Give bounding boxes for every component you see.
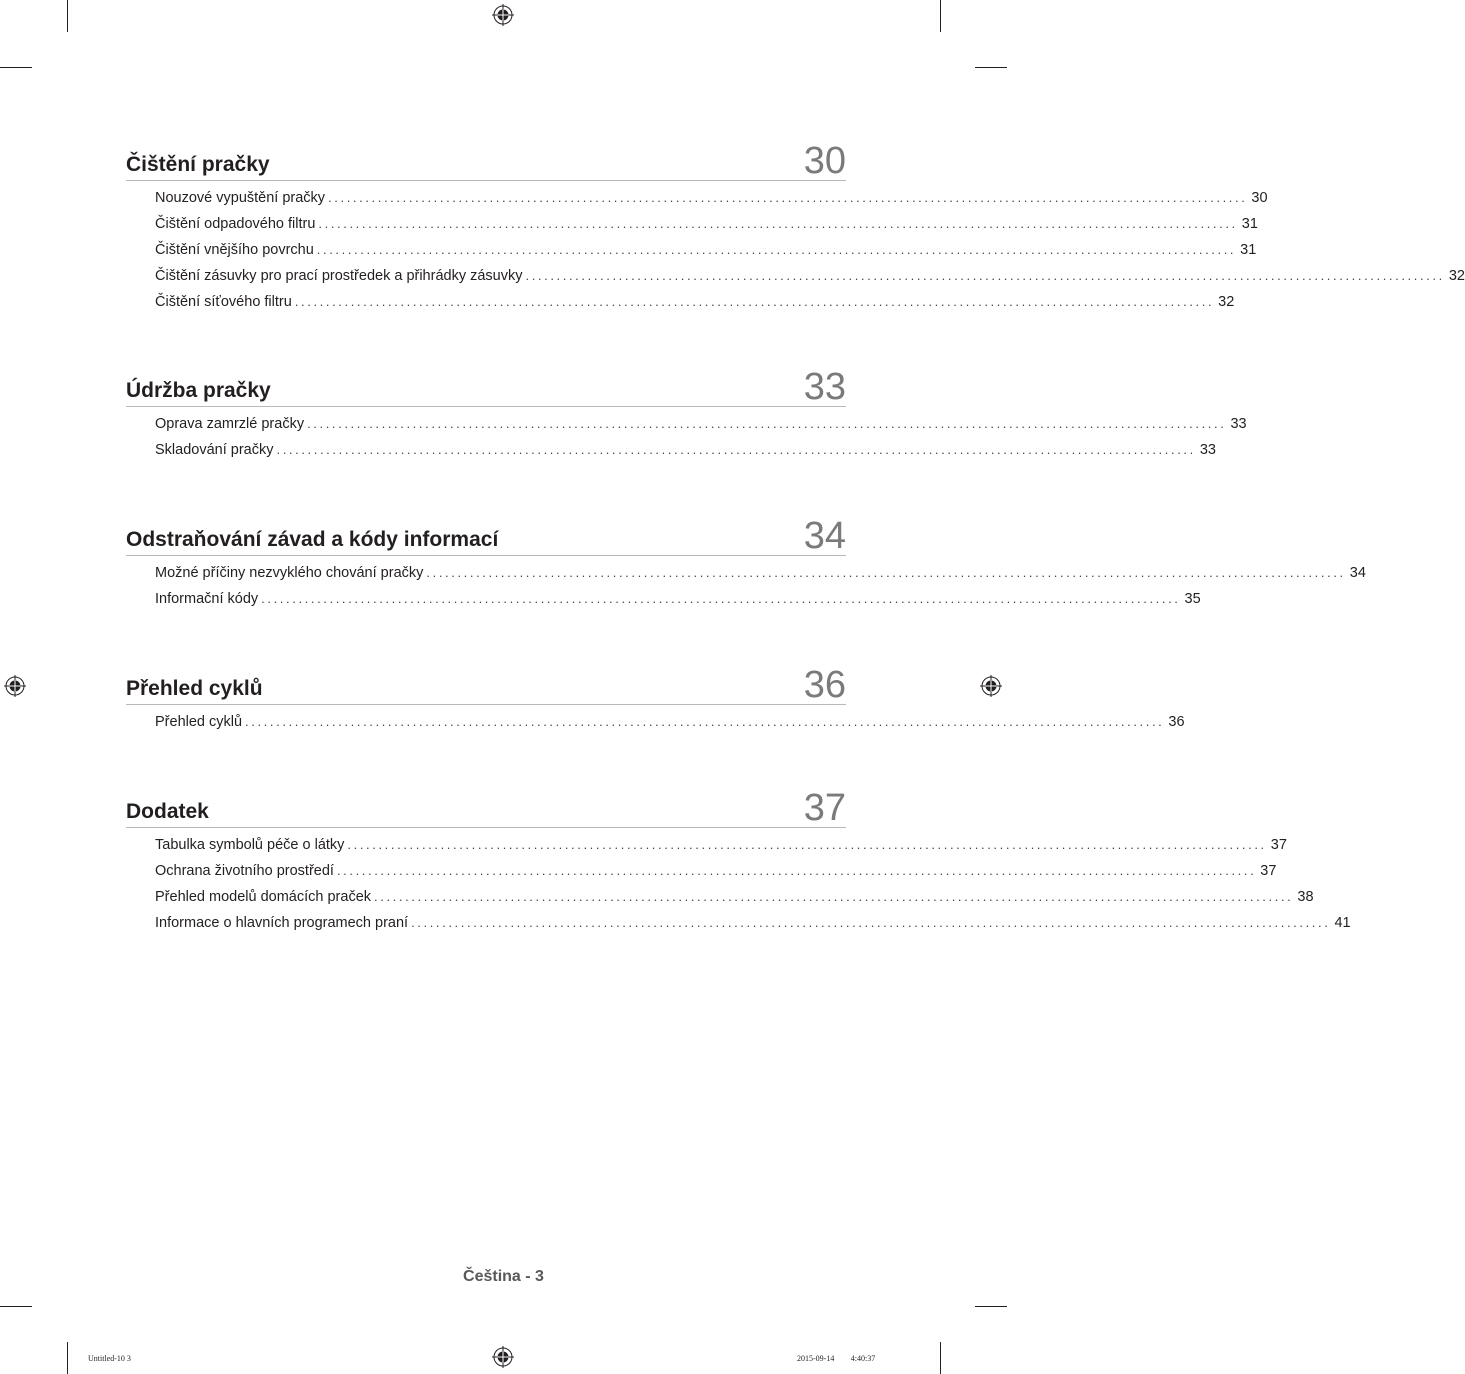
crop-mark <box>940 0 941 32</box>
entry-label: Čištění odpadového filtru <box>155 216 316 232</box>
crop-mark <box>0 1306 32 1307</box>
toc-entry[interactable] <box>155 565 1366 591</box>
dot-leader: .................................................................................................................................................... <box>294 294 1215 309</box>
dot-leader: .................................................................................................................................................... <box>374 889 1294 904</box>
entry-label: Čištění zásuvky pro prací prostředek a přihrádky zásuvky <box>155 268 523 284</box>
toc-entry[interactable] <box>155 863 1277 889</box>
toc-section-udrzba <box>126 358 1247 468</box>
section-header <box>126 358 846 407</box>
toc-section-cisteni <box>126 132 1465 320</box>
toc-entry[interactable] <box>155 591 1201 617</box>
entry-label: Informace o hlavních programech praní <box>155 915 409 931</box>
section-title: Dodatek <box>126 800 209 823</box>
section-header <box>126 656 846 705</box>
entry-label: Přehled cyklů <box>155 714 243 730</box>
entry-page: 32 <box>1218 294 1235 310</box>
section-header <box>126 507 846 556</box>
toc-entry[interactable] <box>155 889 1314 915</box>
dot-leader: .................................................................................................................................................... <box>426 565 1346 580</box>
crop-mark <box>67 1342 68 1374</box>
toc-entry[interactable] <box>155 294 1235 320</box>
toc-entry[interactable] <box>155 268 1465 294</box>
dot-leader: .................................................................................................................................................... <box>411 915 1331 930</box>
dot-leader: .................................................................................................................................................... <box>307 416 1227 431</box>
entry-page: 30 <box>1251 190 1268 206</box>
crop-mark <box>67 0 68 32</box>
registration-mark-icon <box>492 4 514 26</box>
entry-page: 33 <box>1199 442 1216 458</box>
dot-leader: .................................................................................................................................................... <box>525 268 1445 283</box>
dot-leader: .................................................................................................................................................... <box>316 242 1237 257</box>
registration-mark-icon <box>492 1346 514 1368</box>
toc-section-prehled <box>126 656 1185 740</box>
entry-page: 31 <box>1241 216 1258 232</box>
crop-mark <box>940 1342 941 1374</box>
dot-leader: .................................................................................................................................................... <box>336 863 1257 878</box>
dot-leader: .................................................................................................................................................... <box>245 714 1165 729</box>
entry-label: Oprava zamrzlé pračky <box>155 416 305 432</box>
toc-entry[interactable] <box>155 216 1258 242</box>
section-title: Údržba pračky <box>126 379 271 402</box>
entry-page: 37 <box>1260 863 1277 879</box>
crop-mark <box>0 67 32 68</box>
entry-page: 41 <box>1334 915 1351 931</box>
print-slug-right: 2015-09-14 ￿￿ 4:40:37 <box>797 1354 876 1363</box>
toc-entry[interactable] <box>155 837 1287 863</box>
entry-page: 35 <box>1184 591 1201 607</box>
section-page-number: 30 <box>803 140 846 182</box>
toc-section-dodatek <box>126 779 1351 941</box>
section-title: Přehled cyklů <box>126 677 263 700</box>
page-footer: Čeština - 3 <box>463 1268 544 1285</box>
toc-entry[interactable] <box>155 190 1268 216</box>
registration-mark-icon <box>980 675 1002 697</box>
toc-entry[interactable] <box>155 416 1247 442</box>
section-title: Odstraňování závad a kódy informací <box>126 528 499 551</box>
registration-mark-icon <box>4 675 26 697</box>
crop-mark <box>975 1306 1007 1307</box>
entry-label: Skladování pračky <box>155 442 274 458</box>
entry-label: Přehled modelů domácích praček <box>155 889 372 905</box>
toc-section-odstranovani <box>126 507 1366 617</box>
section-page-number: 37 <box>803 787 846 829</box>
section-page-number: 36 <box>803 664 846 706</box>
section-page-number: 34 <box>803 515 846 557</box>
dot-leader: .................................................................................................................................................... <box>328 190 1248 205</box>
toc-entry[interactable] <box>155 915 1351 941</box>
dot-leader: .................................................................................................................................................... <box>276 442 1196 457</box>
dot-leader: .................................................................................................................................................... <box>261 591 1181 606</box>
entry-page: 31 <box>1240 242 1257 258</box>
section-title: Čištění pračky <box>126 153 270 176</box>
toc-entry[interactable] <box>155 242 1257 268</box>
entry-page: 33 <box>1230 416 1247 432</box>
toc-entry[interactable] <box>155 714 1185 740</box>
entry-page: 38 <box>1297 889 1314 905</box>
entry-label: Čištění vnějšího povrchu <box>155 242 314 258</box>
entry-page: 37 <box>1270 837 1287 853</box>
entry-label: Informační kódy <box>155 591 259 607</box>
entry-label: Tabulka symbolů péče o látky <box>155 837 345 853</box>
dot-leader: .................................................................................................................................................... <box>347 837 1267 852</box>
print-slug-left: Untitled-10 3 <box>88 1354 131 1363</box>
section-header <box>126 132 846 181</box>
dot-leader: .................................................................................................................................................... <box>318 216 1238 231</box>
entry-page: 34 <box>1349 565 1366 581</box>
entry-page: 36 <box>1168 714 1185 730</box>
crop-mark <box>975 67 1007 68</box>
entry-label: Ochrana životního prostředí <box>155 863 334 879</box>
entry-label: Čištění síťového filtru <box>155 294 292 310</box>
entry-label: Nouzové vypuštění pračky <box>155 190 326 206</box>
section-page-number: 33 <box>803 366 846 408</box>
entry-page: 32 <box>1448 268 1465 284</box>
toc-entry[interactable] <box>155 442 1216 468</box>
entry-label: Možné příčiny nezvyklého chování pračky <box>155 565 424 581</box>
section-header <box>126 779 846 828</box>
